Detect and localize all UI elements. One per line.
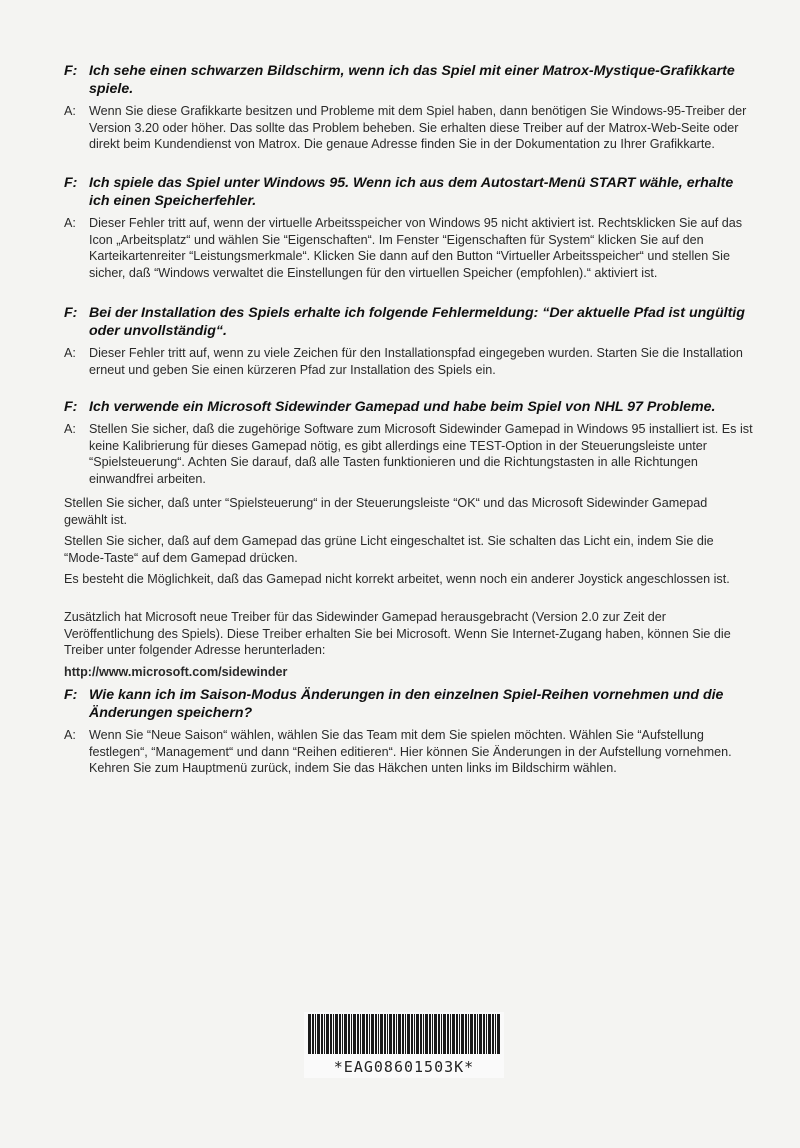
- barcode: [304, 1012, 504, 1078]
- barcode-bar: [416, 1014, 419, 1054]
- barcode-bar: [317, 1014, 320, 1054]
- barcode-bar: [492, 1014, 494, 1054]
- answer-tag: A:: [64, 216, 76, 230]
- answer: [64, 727, 754, 777]
- barcode-bar: [366, 1014, 368, 1054]
- barcode-bar: [429, 1014, 431, 1054]
- barcode-bar: [447, 1014, 449, 1054]
- barcode-bar: [474, 1014, 476, 1054]
- barcode-bar: [402, 1014, 404, 1054]
- barcode-bar: [405, 1014, 406, 1054]
- barcode-bar: [461, 1014, 464, 1054]
- question-text: Bei der Installation des Spiels erhalte ich folgende Fehlermeldung: “Der aktuelle Pfad ist ungültig oder unvollständig“.: [89, 305, 745, 339]
- faq-item-saison-modus: [64, 686, 754, 777]
- question-text: Wie kann ich im Saison-Modus Änderungen in den einzelnen Spiel-Reihen vornehmen und die Änderungen speichern?: [89, 687, 724, 721]
- barcode-bar: [308, 1014, 311, 1054]
- question-tag: F:: [64, 175, 78, 191]
- barcode-bar: [357, 1014, 359, 1054]
- barcode-bar: [333, 1014, 334, 1054]
- barcode-bar: [497, 1014, 500, 1054]
- answer-text: Wenn Sie diese Grafikkarte besitzen und Probleme mit dem Spiel haben, dann benötigen Sie Windows-95-Treiber der Version 3.20 oder höher. Das sollte das Problem beheben. Sie erhalten diese Treiber auf der Matrox-Web-Seite oder direkt beim Kundendienst von Matrox. Die genaue Adresse finden Sie in der Dokumentation zu Ihrer Grafikkarte.: [89, 104, 747, 152]
- question: [64, 62, 754, 98]
- barcode-bar: [468, 1014, 469, 1054]
- answer: [64, 103, 754, 153]
- question-text: Ich verwende ein Microsoft Sidewinder Gamepad und habe beim Spiel von NHL 97 Probleme.: [89, 399, 716, 415]
- question: [64, 398, 754, 416]
- question-text: Ich spiele das Spiel unter Windows 95. Wenn ich aus dem Autostart-Menü START wähle, erhalte ich einen Speicherfehler.: [89, 175, 734, 209]
- question: [64, 174, 754, 210]
- barcode-bar: [384, 1014, 386, 1054]
- barcode-bar: [326, 1014, 329, 1054]
- barcode-bar: [470, 1014, 473, 1054]
- barcode-bar: [477, 1014, 478, 1054]
- barcode-bar: [342, 1014, 343, 1054]
- barcode-bar: [486, 1014, 487, 1054]
- barcode-bar: [371, 1014, 374, 1054]
- barcode-bar: [450, 1014, 451, 1054]
- sidewinder-url-link[interactable]: http://www.microsoft.com/sidewinder: [64, 665, 288, 679]
- answer-tag: A:: [64, 346, 76, 360]
- faq-item-sidewinder: [64, 398, 754, 487]
- barcode-bar: [393, 1014, 395, 1054]
- faq-item-installationspfad: [64, 304, 754, 378]
- answer-text: Wenn Sie “Neue Saison“ wählen, wählen Sie das Team mit dem Sie spielen möchten. Wählen Sie “Aufstellung festlegen“, “Management“ und dann “Reihen editieren“. Hier können Sie Änderungen in der Aufstellung vornehmen. Kehren Sie zum Hauptmenü zurück, indem Sie das Häkchen unten links im Bildschirm wählen.: [89, 728, 732, 776]
- barcode-bar: [348, 1014, 350, 1054]
- barcode-bar: [369, 1014, 370, 1054]
- paragraph-joystick: Es besteht die Möglichkeit, daß das Gamepad nicht korrekt arbeitet, wenn noch ein anderer Joystick angeschlossen ist.: [64, 572, 730, 586]
- barcode-bar: [456, 1014, 458, 1054]
- barcode-bar: [375, 1014, 377, 1054]
- question-tag: F:: [64, 63, 78, 79]
- paragraph-treiber: Zusätzlich hat Microsoft neue Treiber für das Sidewinder Gamepad herausgebracht (Version 2.0 zur Zeit der Veröffentlichung des Spiels). Diese Treiber erhalten Sie bei Microsoft. Wenn Sie Internet-Zugang haben, können Sie die Treiber unter folgender Adresse herunterladen:: [64, 610, 731, 658]
- barcode-bar: [488, 1014, 491, 1054]
- barcode-bar: [459, 1014, 460, 1054]
- barcode-bar: [479, 1014, 482, 1054]
- paragraph-spielsteuerung: Stellen Sie sicher, daß unter “Spielsteuerung“ in der Steuerungsleiste “OK“ und das Microsoft Sidewinder Gamepad gewählt ist.: [64, 496, 708, 527]
- question-tag: F:: [64, 305, 78, 321]
- paragraph-mode-taste: Stellen Sie sicher, daß auf dem Gamepad das grüne Licht eingeschaltet ist. Sie schalten das Licht ein, indem Sie die “Mode-Taste“ auf dem Gamepad drücken.: [64, 534, 714, 565]
- answer: [64, 345, 754, 378]
- answer-tag: A:: [64, 728, 76, 742]
- question-tag: F:: [64, 399, 78, 415]
- barcode-bar: [387, 1014, 388, 1054]
- barcode-bar: [411, 1014, 413, 1054]
- barcode-bar: [495, 1014, 496, 1054]
- barcode-bar: [344, 1014, 347, 1054]
- answer-text: Dieser Fehler tritt auf, wenn zu viele Zeichen für den Installationspfad eingegeben wurden. Starten Sie die Installation erneut und geben Sie einen kürzeren Pfad zur Installation des Spiels ein.: [89, 346, 743, 377]
- answer-tag: A:: [64, 104, 76, 118]
- barcode-bar: [360, 1014, 361, 1054]
- answer-text: Stellen Sie sicher, daß die zugehörige Software zum Microsoft Sidewinder Gamepad in Windows 95 installiert ist. Es ist keine Kalibrierung für dieses Gamepad nötig, es gibt allerdings eine TEST-Option in der Steuerungsleiste unter “Spielsteuerung“. Achten Sie darauf, daß alle Tasten funktionieren und die Richtungstasten in alle Richtungen einwandfrei arbeiten.: [89, 422, 753, 486]
- barcode-bar: [438, 1014, 440, 1054]
- question-tag: F:: [64, 687, 78, 703]
- barcode-bar: [389, 1014, 392, 1054]
- question: [64, 304, 754, 340]
- barcode-bar: [378, 1014, 379, 1054]
- barcode-bar: [330, 1014, 332, 1054]
- barcode-bar: [380, 1014, 383, 1054]
- answer: [64, 215, 754, 281]
- barcode-bar: [434, 1014, 437, 1054]
- barcode-text: *EAG08601503K*: [333, 1058, 475, 1076]
- barcode-bars-icon: [304, 1012, 504, 1058]
- barcode-bar: [483, 1014, 485, 1054]
- barcode-bar: [312, 1014, 314, 1054]
- barcode-bar: [414, 1014, 415, 1054]
- question: [64, 686, 754, 722]
- barcode-bar: [353, 1014, 356, 1054]
- answer: [64, 421, 754, 487]
- barcode-bar: [443, 1014, 446, 1054]
- barcode-bar: [423, 1014, 424, 1054]
- faq-item-speicherfehler: [64, 174, 754, 281]
- barcode-bar: [432, 1014, 433, 1054]
- barcode-bar: [324, 1014, 325, 1054]
- barcode-bar: [315, 1014, 316, 1054]
- answer-tag: A:: [64, 422, 76, 436]
- barcode-bar: [362, 1014, 365, 1054]
- barcode-bar: [321, 1014, 323, 1054]
- barcode-bar: [335, 1014, 338, 1054]
- barcode-bar: [396, 1014, 397, 1054]
- barcode-bar: [339, 1014, 341, 1054]
- barcode-bar: [452, 1014, 455, 1054]
- barcode-bar: [420, 1014, 422, 1054]
- answer-text: Dieser Fehler tritt auf, wenn der virtuelle Arbeitsspeicher von Windows 95 nicht aktiviert ist. Rechtsklicken Sie auf das Icon „Arbeitsplatz“ und wählen Sie “Eigenschaften“. Im Fenster “Eigenschaften für System“ klicken Sie auf den Karteikartenreiter “Leistungsmerkmale“. Klicken Sie dann auf den Button “Virtueller Arbeitsspeicher“ und stellen Sie sicher, daß “Windows verwaltet die Einstellungen für den virtuellen Speicher (empfohlen).“ aktiviert ist.: [89, 216, 743, 280]
- question-text: Ich sehe einen schwarzen Bildschirm, wenn ich das Spiel mit einer Matrox-Mystique-Grafikkarte spiele.: [89, 63, 735, 97]
- faq-item-matrox: [64, 62, 754, 153]
- barcode-bar: [425, 1014, 428, 1054]
- barcode-bar: [407, 1014, 410, 1054]
- barcode-bar: [441, 1014, 442, 1054]
- barcode-bar: [465, 1014, 467, 1054]
- barcode-bar: [398, 1014, 401, 1054]
- barcode-bar: [351, 1014, 352, 1054]
